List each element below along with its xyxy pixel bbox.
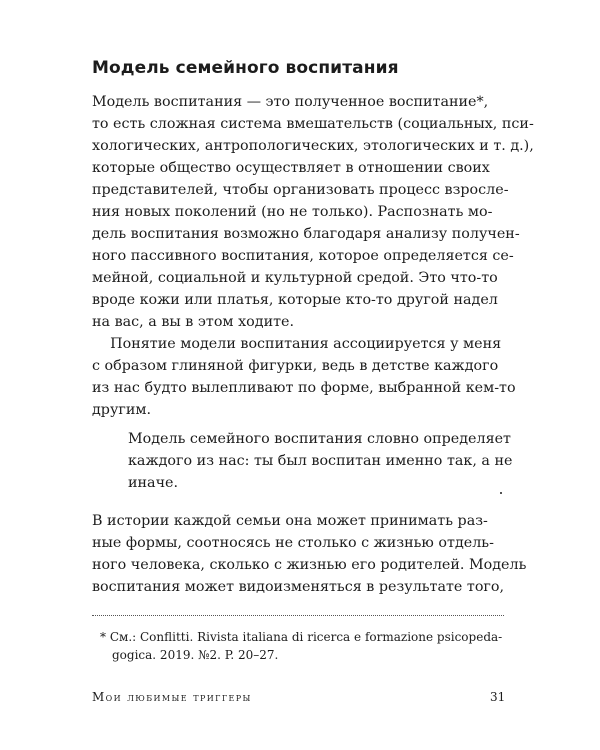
paragraph-1-line: которые общество осуществляет в отношении своих — [92, 160, 490, 176]
running-title: Мои любимые триггеры — [92, 690, 252, 704]
page-number: 31 — [490, 690, 506, 704]
paragraph-1-line: мейной, социальной и культурной средой. Это что-то — [92, 270, 498, 286]
paragraph-1-line: то есть сложная система вмешательств (социальных, пси- — [92, 116, 534, 132]
block-quote-line: каждого из нас: ты был воспитан именно так, а не — [128, 453, 513, 469]
paragraph-2-line: Понятие модели воспитания ассоциируется у меня — [92, 336, 502, 352]
paragraph-2-line: с образом глиняной фигурки, ведь в детстве каждого — [92, 358, 499, 374]
print-speck — [500, 492, 502, 494]
paragraph-2-line: другим. — [92, 402, 152, 418]
footnote-line: * См.: Conflitti. Rivista italiana di ricerca e formazione psicopeda- — [100, 630, 503, 644]
paragraph-2-line: из нас будто вылепливают по форме, выбранной кем-то — [92, 380, 516, 396]
paragraph-1-line: ния новых поколений (но не только). Распознать мо- — [92, 204, 493, 220]
block-quote-line: иначе. — [128, 475, 179, 491]
block-quote-line: Модель семейного воспитания словно определяет — [128, 431, 511, 447]
paragraph-3-line: ного человека, сколько с жизнью его родителей. Модель — [92, 557, 527, 573]
paragraph-1-line: дель воспитания возможно благодаря анализу получен- — [92, 226, 520, 242]
paragraph-1-line: на вас, а вы в этом ходите. — [92, 314, 295, 330]
paragraph-1-line: Модель воспитания — это полученное воспитание*, — [92, 94, 489, 110]
footnote-divider — [92, 615, 504, 616]
paragraph-1-line: вроде кожи или платья, которые кто-то другой надел — [92, 292, 498, 308]
paragraph-1-line: ного пассивного воспитания, которое определяется се- — [92, 248, 514, 264]
paragraph-3-line: воспитания может видоизменяться в результате того, — [92, 579, 505, 595]
footnote-line: gogica. 2019. №2. P. 20–27. — [112, 648, 279, 662]
paragraph-1-line: хологических, антропологических, этологических и т. д.), — [92, 138, 534, 154]
paragraph-1-line: представителей, чтобы организовать процесс взросле- — [92, 182, 509, 198]
paragraph-3-line: В истории каждой семьи она может принимать раз- — [92, 513, 488, 529]
section-heading: Модель семейного воспитания — [92, 58, 399, 78]
paragraph-3-line: ные формы, соотносясь не столько с жизнью отдель- — [92, 535, 494, 551]
